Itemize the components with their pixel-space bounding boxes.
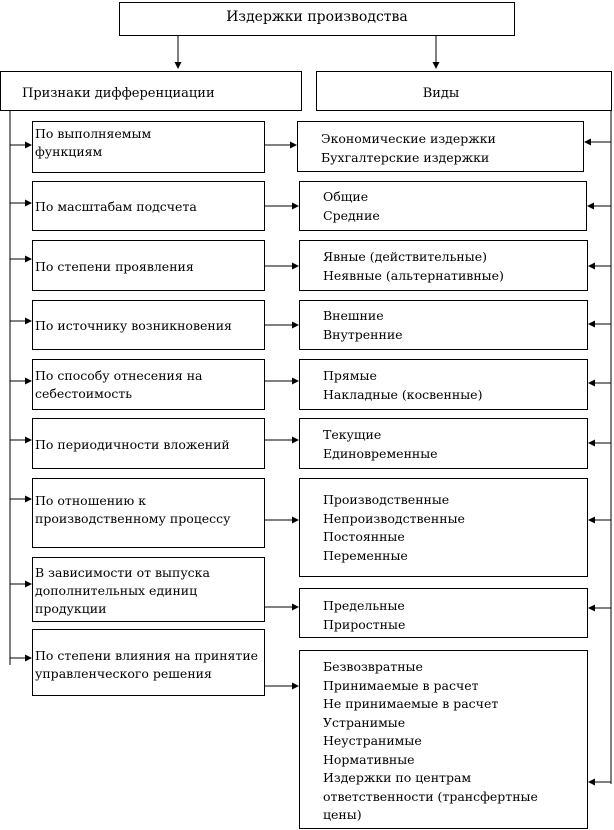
type-label: Прямые [323, 368, 377, 383]
criterion-label: функциям [35, 144, 103, 159]
type-label: Бухгалтерские издержки [321, 149, 490, 165]
criterion-label: себестоимость [35, 386, 133, 401]
type-label: Издержки по центрам [323, 770, 472, 785]
type-label: ответственности (трансфертные [323, 788, 538, 804]
type-label: Текущие [323, 427, 382, 442]
criterion-label: По периодичности вложений [35, 437, 230, 452]
type-label: Переменные [323, 547, 408, 563]
criterion-label: В зависимости от выпуска [35, 565, 210, 580]
criterion-label: продукции [35, 601, 107, 616]
type-label: Производственные [323, 492, 450, 507]
criterion-label: По степени влияния на принятие [35, 648, 259, 663]
type-label: Внутренние [323, 326, 403, 342]
type-label: Экономические издержки [321, 131, 496, 146]
type-label: Приростные [323, 616, 406, 632]
type-label: Непроизводственные [323, 510, 465, 526]
criterion-label: По степени проявления [35, 259, 194, 274]
criterion-label: По отношению к [35, 493, 147, 508]
type-label: Накладные (косвенные) [323, 386, 483, 402]
criteria-header: Признаки дифференциации [22, 86, 215, 101]
type-label: Единовременные [323, 445, 438, 461]
type-label: Явные (действительные) [323, 249, 487, 264]
criterion-label: По масштабам подсчета [35, 199, 197, 214]
type-label: Средние [323, 207, 380, 223]
type-label: Неустранимые [323, 733, 422, 748]
criterion-label: По источнику возникновения [35, 318, 232, 333]
criterion-label: По выполняемым [35, 126, 152, 141]
criterion-label: По способу отнесения на [35, 368, 203, 383]
criterion-label: производственному процессу [35, 511, 231, 526]
type-label: Предельные [323, 598, 405, 613]
type-label: Общие [323, 189, 369, 204]
diagram-title: Издержки производства [226, 9, 408, 25]
type-label: Неявные (альтернативные) [323, 267, 504, 283]
type-label: Внешние [323, 308, 384, 323]
criterion-label: управленческого решения [35, 666, 212, 681]
types-header: Виды [422, 86, 460, 101]
type-label: Не принимаемые в расчет [323, 696, 499, 711]
criterion-label: дополнительных единиц [35, 583, 198, 598]
type-label: Безвозвратные [323, 659, 423, 674]
type-label: Принимаемые в расчет [323, 677, 479, 693]
type-label: цены) [323, 807, 362, 822]
type-label: Устранимые [323, 714, 406, 730]
type-label: Нормативные [323, 751, 415, 767]
type-label: Постоянные [323, 529, 405, 544]
